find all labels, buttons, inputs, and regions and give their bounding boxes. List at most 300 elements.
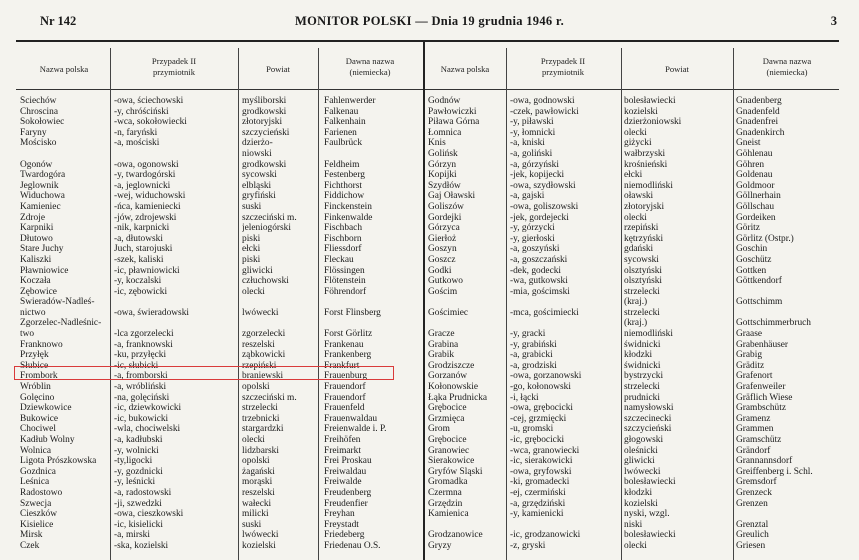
cell-district: olsztyński [624,265,663,276]
cell-polish-name: Świeradów-Nadleś- [20,297,95,308]
cell-district: niowski [242,148,272,159]
table-row [20,160,420,171]
table-row [428,530,843,541]
cell-case-adjective: -a, gajski [510,191,545,202]
cell-polish-name: Zgorzelec-Nadleśnic- [20,318,102,329]
cell-german-name: Falkenau [324,106,359,117]
cell-district: oleśnicki [624,445,658,456]
table-row [428,329,843,340]
table-row [428,488,843,499]
cell-district: świdnicki [624,339,661,350]
left-table [20,96,420,552]
table-row [20,255,420,266]
cell-german-name: Gottschimmerbruch [736,318,811,329]
cell-case-adjective: -ic, pławniowicki [114,265,180,276]
cell-case-adjective: -szek, kaliski [114,254,164,265]
cell-case-adjective: -ic, dziewkowicki [114,403,182,414]
cell-polish-name: Słubice [20,360,49,371]
cell-german-name: Grambschütz [736,403,786,414]
cell-district: strzelecki [624,307,660,318]
cell-district: kozielski [624,498,658,509]
cell-polish-name: Grębocice [428,435,467,445]
cell-case-adjective: -na, golęciński [114,392,170,403]
cell-german-name: Freienwalde i. P. [324,424,387,435]
col-header-name-left [20,64,108,75]
cell-german-name: Freudenfier [324,498,368,509]
cell-district: ełcki [242,244,261,255]
cell-district: piski [242,254,261,265]
cell-german-name: Görlitz (Ostpr.) [736,233,794,244]
cell-polish-name: Ogonów [20,159,53,170]
cell-case-adjective: -ic, słubicki [114,360,159,371]
cell-german-name: Gremsdorf [736,477,777,488]
cell-polish-name: Stare Juchy [20,244,64,255]
col-header-text: Nazwa polska [440,64,490,74]
cell-polish-name: Kamienica [428,509,469,520]
table-row [428,223,843,234]
cell-polish-name: Gozdnica [20,466,56,477]
table-row [428,318,843,329]
table-row [20,403,420,414]
cell-german-name: Farienen [324,127,357,138]
cell-polish-name: Gaj Oławski [428,191,476,202]
cell-case-adjective: -a, radostowski [114,487,172,498]
table-row [20,329,420,340]
col-header-oldname-right [735,56,839,78]
table-row [20,244,420,255]
cell-case-adjective: -a, kniski [510,138,545,149]
header-rule [16,40,839,42]
table-row [20,170,420,181]
table-row [20,308,420,319]
cell-district: kozielski [624,106,658,117]
table-row [20,435,420,446]
table-row [20,107,420,118]
cell-polish-name: Golęcino [20,392,55,403]
cell-district: kętrzyński [624,233,664,244]
cell-district: strzelecki [242,403,278,414]
cell-polish-name: Gutkowo [428,276,463,287]
cell-case-adjective: -y, piławski [510,117,554,128]
cell-case-adjective: -wej, widuchowski [114,191,186,202]
table-row [428,107,843,118]
table-row [20,393,420,404]
cell-case-adjective: -z, gryski [510,540,546,551]
table-row [428,170,843,181]
cell-german-name: Fleckau [324,254,354,265]
cell-polish-name: Radostowo [20,487,63,498]
cell-polish-name: Łomnica [428,127,462,138]
cell-polish-name: Grzmięca [428,413,465,424]
cell-german-name: Grenztal [736,519,769,530]
cell-german-name: Fichthorst [324,180,363,191]
cell-german-name: Gottschimm [736,297,783,308]
cell-district: strzelecki [624,286,660,297]
cell-polish-name: Ligota Prószkowska [20,456,97,467]
cell-district: gliwicki [624,456,655,467]
cell-district: gryfiński [242,191,276,202]
cell-case-adjective: -wca, granowiecki [510,445,580,456]
column-header-rule [16,89,839,90]
cell-german-name: Greiffenberg i. Schl. [736,466,813,477]
cell-case-adjective: -mca, gościmiecki [510,307,579,318]
cell-german-name: Greulich [736,530,769,541]
table-row [428,117,843,128]
cell-german-name: Grammen [736,424,774,435]
cell-german-name: Fischbach [324,223,363,234]
cell-district: lwówecki [624,466,661,477]
cell-district: piski [242,233,261,244]
table-row [428,308,843,319]
cell-district: trzebnicki [242,413,280,424]
cell-polish-name: Szydłów [428,180,461,191]
table-row [20,467,420,478]
cell-polish-name: Kołonowskie [428,382,478,393]
cell-district: strzelecki [624,382,660,393]
cell-district: prudnicki [624,392,660,403]
cell-district: (kraj.) [624,318,648,329]
cell-district: gliwicki [242,265,273,276]
table-row [20,234,420,245]
cell-polish-name: Kadłub Wolny [20,435,75,445]
cell-case-adjective: -ty,ligocki [114,456,153,467]
cell-case-adjective: -y, chróściński [114,106,169,117]
cell-polish-name: Gordejki [428,212,462,223]
cell-german-name: Flötenstein [324,276,366,287]
cell-polish-name: Chroscina [20,106,59,117]
cell-district: złotoryjski [242,117,283,128]
cell-district: elbląski [242,180,272,191]
cell-district: suski [242,519,262,530]
cell-district: (kraj.) [624,297,648,308]
cell-german-name: Gordeiken [736,212,776,223]
cell-case-adjective: -y, łomnicki [510,127,556,138]
cell-german-name: Gramschütz [736,435,782,445]
cell-polish-name: Gracze [428,329,455,340]
cell-district: bolesławiecki [624,530,676,541]
cell-case-adjective: -a, kadłubski [114,435,163,445]
cell-polish-name: Grabina [428,339,459,350]
cell-german-name: Gnadenberg [736,96,782,106]
cell-polish-name: Grabik [428,350,455,361]
cell-case-adjective: -a, wróbliński [114,382,167,393]
table-row [20,520,420,531]
cell-case-adjective: -y, górzycki [510,223,555,234]
cell-district: olecki [624,212,647,223]
cell-case-adjective: -owa, świeradowski [114,307,189,318]
cell-polish-name: Faryny [20,127,47,138]
table-row [20,446,420,457]
cell-german-name: Grannannsdorf [736,456,793,467]
cell-district: giżycki [624,138,652,149]
cell-district: szczecinecki [624,413,672,424]
cell-case-adjective: -y, wolnicki [114,445,159,456]
cell-case-adjective: -jek, gordejecki [510,212,569,223]
cell-german-name: Feldheim [324,159,360,170]
cell-polish-name: nictwo [20,307,46,318]
cell-district: braniewski [242,371,284,382]
cell-german-name: Fahlenwerder [324,96,376,106]
cell-polish-name: Przyłęk [20,350,49,361]
cell-case-adjective: -a, górzyński [510,159,559,170]
cell-case-adjective: -wca, sokołowiecki [114,117,187,128]
col-header-text: Powiat [665,64,689,74]
table-row [428,403,843,414]
table-row [20,202,420,213]
cell-case-adjective: -a, mirski [114,530,150,541]
cell-german-name: Gnadenkirch [736,127,785,138]
cell-german-name: Göttkendorf [736,276,782,287]
cell-district: krośnieński [624,159,668,170]
cell-polish-name: Widuchowa [20,191,65,202]
cell-polish-name: Godnów [428,96,461,106]
cell-case-adjective: -n, faryński [114,127,158,138]
cell-case-adjective: -owa, godnowski [510,96,575,106]
cell-german-name: Gnadenfeld [736,106,780,117]
cell-district: olecki [242,435,265,445]
cell-polish-name: Zębowice [20,286,57,297]
table-row [428,477,843,488]
cell-polish-name: Cieszków [20,509,57,520]
cell-case-adjective: -ic, bukowicki [114,413,169,424]
table-row [428,456,843,467]
table-row [428,435,843,446]
cell-case-adjective: -a, mościski [114,138,160,149]
table-row [428,350,843,361]
table-row [428,138,843,149]
cell-case-adjective: -a, franknowski [114,339,173,350]
table-row [428,244,843,255]
cell-german-name: Freyhan [324,509,355,520]
cell-district: niski [624,519,643,530]
cell-case-adjective: -a, grodziski [510,360,557,371]
table-row [428,446,843,457]
cell-german-name: Gottken [736,265,767,276]
table-row [20,149,420,160]
cell-german-name: Grabig [736,350,763,361]
cell-german-name: Grändorf [736,445,771,456]
col-header-district-right [623,64,731,75]
cell-case-adjective: -cej, grzmięcki [510,413,567,424]
cell-district: kłodzki [624,350,653,361]
cell-german-name: Grenzen [736,498,768,509]
cell-district: szczeciński m. [242,212,297,223]
cell-district: olsztyński [624,276,663,287]
cell-district: bolesławiecki [624,477,676,488]
cell-polish-name: Dłutowo [20,233,53,244]
cell-district: szczeciński m. [242,392,297,403]
cell-polish-name: Knis [428,138,446,149]
cell-polish-name: Frombork [20,371,58,382]
cell-district: dzierżo- [242,138,273,149]
table-row [20,297,420,308]
cell-case-adjective: -ńca, kamieniecki [114,201,181,212]
table-row [20,541,420,552]
cell-case-adjective: -a, grzędziński [510,498,566,509]
cell-district: reszelski [242,339,275,350]
cell-german-name: Goldenau [736,170,773,181]
cell-district: rzepiński [624,223,659,234]
cell-case-adjective: -a, jeglownicki [114,180,171,191]
cell-german-name: Gräditz [736,360,765,371]
cell-district: lwówecki [242,530,279,541]
cell-case-adjective: -go, kołonowski [510,382,571,393]
cell-german-name: Flössingen [324,265,365,276]
cell-german-name: Frei Proskau [324,456,372,467]
cell-german-name: Frankfurt [324,360,360,371]
table-row [20,191,420,202]
cell-district: niemodliński [624,329,673,340]
table-row [428,382,843,393]
cell-case-adjective: -owa, grębocicki [510,403,573,414]
cell-district: lwówecki [242,307,279,318]
cell-district: opolski [242,456,270,467]
table-row [20,96,420,107]
cell-case-adjective: -a, dłutowski [114,233,163,244]
cell-case-adjective: -a, golińskі [510,148,553,159]
cell-case-adjective: -ic, sierakowicki [510,456,573,467]
cell-case-adjective: -y, koczalski [114,276,162,287]
cell-german-name: Forst Görlitz [324,329,373,340]
cell-district: stargardzki [242,424,284,435]
table-row [428,499,843,510]
cell-case-adjective: -u, gromski [510,424,554,435]
cell-district: suski [242,201,262,212]
cell-district: głogowski [624,435,664,445]
cell-district: wałbrzyski [624,148,666,159]
table-row [20,318,420,329]
table-row [428,424,843,435]
cell-polish-name: Górzyca [428,223,460,234]
cell-district: wałecki [242,498,272,509]
cell-polish-name: Pławniowice [20,265,69,276]
cell-polish-name: Kisielice [20,519,54,530]
cell-polish-name: Kaliszki [20,254,52,265]
cell-district: gdański [624,244,654,255]
cell-district: kłodzki [624,487,653,498]
cell-polish-name: Gryzy [428,540,452,551]
right-table [428,96,843,552]
cell-polish-name: Grębocice [428,403,467,414]
table-row [428,414,843,425]
cell-german-name: Fliessdorf [324,244,362,255]
cell-case-adjective: -owa, cieszkowski [114,509,184,520]
cell-district: olecki [624,127,647,138]
table-row [428,160,843,171]
table-row [428,467,843,478]
highlight-box [14,366,394,380]
cell-case-adjective: -ku, przyłęcki [114,350,167,361]
cell-district: bolesławiecki [624,96,676,106]
col-header-case-left [112,56,236,78]
table-row [20,117,420,128]
cell-polish-name: Czermna [428,487,462,498]
cell-district: szczycieński [624,424,672,435]
cell-german-name: Göllnerhain [736,191,781,202]
cell-german-name: Freiwaldau [324,466,367,477]
cell-district: morąski [242,477,273,488]
cell-district: rzepiński [242,360,277,371]
center-divider [423,40,425,560]
cell-polish-name: Jeglownik [20,180,59,191]
cell-polish-name: Franknowo [20,339,63,350]
col-header-text: Dawna nazwa (niemiecka) [345,56,395,77]
table-row [428,181,843,192]
cell-german-name: Grenzeck [736,487,772,498]
table-row [428,541,843,552]
page-title: MONITOR POLSKI — Dnia 19 grudnia 1946 r. [295,14,564,28]
cell-case-adjective: -dek, godecki [510,265,562,276]
cell-case-adjective: -ic, zębowicki [114,286,168,297]
cell-district: olecki [624,540,647,551]
cell-case-adjective: -y, twardogórski [114,170,176,181]
cell-german-name: Frauendorf [324,382,366,393]
cell-polish-name: Górzyn [428,159,457,170]
table-row [20,424,420,435]
cell-case-adjective: Juch, starojuski [114,244,173,255]
cell-case-adjective: -jek, kopijecki [510,170,565,181]
cell-polish-name: Gościmiec [428,307,469,318]
cell-polish-name: Karpniki [20,223,54,234]
cell-district: sycowski [624,254,659,265]
table-row [428,340,843,351]
col-header-text: Dawna nazwa (niemiecka) [762,56,812,77]
cell-polish-name: Leśnica [20,477,50,488]
cell-case-adjective: -owa, gorzanowski [510,371,582,382]
cell-district: zgorzelecki [242,329,286,340]
cell-german-name: Gräflich Wiese [736,392,793,403]
col-header-name-right [426,64,504,75]
col-header-text: Powiat [266,64,290,74]
cell-polish-name: Goszcz [428,254,456,265]
cell-polish-name: Grom [428,424,450,435]
cell-district: lidzbarski [242,445,279,456]
table-row [20,276,420,287]
cell-case-adjective: -y, kamienicki [510,509,564,520]
cell-german-name: Gnadenfrei [736,117,779,128]
cell-german-name: Freimarkt [324,445,361,456]
cell-polish-name: Golińsk [428,148,458,159]
table-row [428,266,843,277]
cell-polish-name: Czek [20,540,40,551]
cell-district: człuchowski [242,276,289,287]
table-row [428,191,843,202]
cell-german-name: Göritz [736,223,760,234]
cell-german-name: Gneist [736,138,761,149]
cell-polish-name: Sokołowiec [20,117,65,128]
cell-polish-name: two [20,329,35,340]
cell-case-adjective: -wla, chociwelski [114,424,181,435]
cell-polish-name: Zdroje [20,212,45,223]
cell-german-name: Frauenfeld [324,403,365,414]
cell-german-name: Friedeberg [324,530,365,541]
cell-case-adjective: -ki, gromadecki [510,477,570,488]
cell-district: sycowski [242,170,277,181]
cell-district: złotoryjski [624,201,665,212]
table-row [20,488,420,499]
cell-district: jeleniogórski [242,223,291,234]
col-header-case-right [508,56,618,78]
table-row [428,149,843,160]
cell-german-name: Goschin [736,244,768,255]
cell-german-name: Forst Flinsberg [324,307,381,318]
cell-polish-name: Gościm [428,286,458,297]
cell-german-name: Fischborn [324,233,362,244]
table-row [428,213,843,224]
cell-german-name: Freiwalde [324,477,362,488]
cell-polish-name: Twardogóra [20,170,66,181]
cell-german-name: Frauenwaldau [324,413,378,424]
